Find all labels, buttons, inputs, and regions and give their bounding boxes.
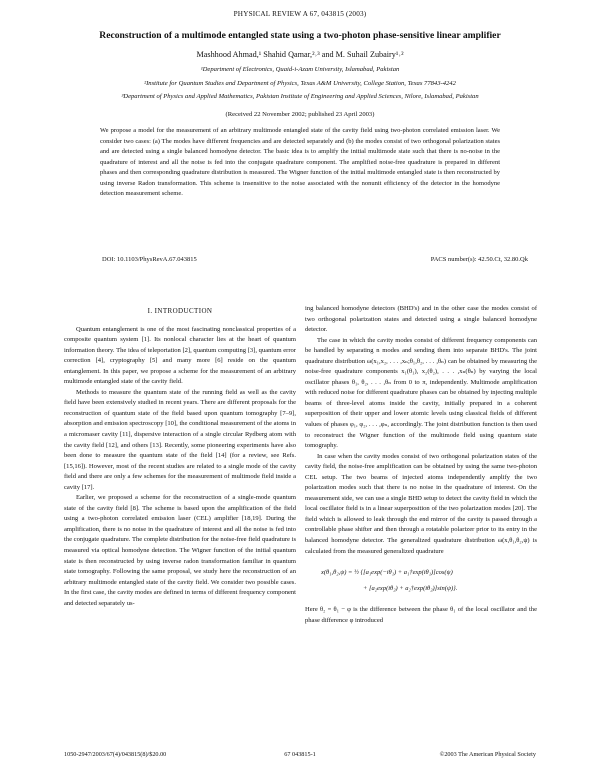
equation-line-1: x(θ₁,θ₂,ψ) = ½ {[a₁exp(−iθ₁) + a₁†exp(iθ₁)]cos(ψ) xyxy=(321,569,453,577)
paragraph: Methods to measure the quantum state of the running field as well as the cavity field have been extensively studied in recent years. There are different proposals for the reconstruction of quantum state of the field based upon quantum tomography [7–9], absorption and emission spectroscopy [10], the conditional measurement of the atoms in a micromaser cavity [11], dispersive interaction of a single circular Rydberg atom with the cavity field [12], and others [13]. Recently, some pioneering experiments have also been done to measure the quantum state of the field [14] (for a review, see Refs. [15,16]). However, most of the recent studies are related to a single mode of the cavity field and there are only a few schemes for the measurement of multimode field inside a cavity [17]. xyxy=(64,388,296,491)
affiliation-2: ²Institute for Quantum Studies and Department of Physics, Texas A&M University, College Station, Texas 77843-4242 xyxy=(144,80,456,87)
paragraph: Here θ₂ = θ₁ − φ is the difference between the phase θ₁ of the local oscillator and the phase difference φ introduced xyxy=(305,606,537,624)
paragraph: In case when the cavity modes consist of two orthogonal polarization states of the cavity field, the noise-free amplification can be obtained by using the same two-photon CEL setup. The two beams of injected atoms independently amplify the two polarization modes such that there is no noise in the quadrature of interest. On the measurement side, we can use a single BHD setup to detect the cavity field in which the local oscillator field is in a linear superposition of the two polarization modes [20]. The field which is allowed to leak through the end mirror of the cavity is passed through a controllable phase shifter and then through a rotatable polarizer prior to its entry in the balanced homodyne detector. The generalized quadrature distribution ω(x,θ₁,θ₂,ψ) is calculated from the measured generalized quadrature xyxy=(305,452,537,555)
affiliation-3: ³Department of Physics and Applied Mathematics, Pakistan Institute of Engineering and Applied Sciences, Nilore, Islamabad, Pakistan xyxy=(121,93,479,100)
paragraph: Earlier, we proposed a scheme for the reconstruction of a single-mode quantum state of the cavity field [8]. The scheme is based upon the amplification of the field using a two-photon correlated emission laser (CEL) amplifier [18,19]. During the amplification, there is no noise in the quadrature of interest and all the noise is fed into the conjugate quadrature. The complete distribution for the noise-free field quadrature is measured via optical homodyne detection. The Wigner function of the initial quantum state is then reconstructed by using inverse radon transformation familiar in quantum state tomography. Following the same proposal, we study here the reconstruction of an arbitrary multimode entangled state of the cavity field. We consider two possible cases. In the first case, the cavity modes are defined in terms of different frequency component and detected separately us- xyxy=(64,494,296,607)
author-list: Mashhood Ahmad,¹ Shahid Qamar,²˒³ and M. Suhail Zubairy¹˒² xyxy=(196,50,404,59)
affiliation-1: ¹Department of Electronics, Quaid-i-Azam University, Islamabad, Pakistan xyxy=(200,66,400,73)
footer-issn: 1050-2947/2003/67(4)/043815(8)/$20.00 xyxy=(64,751,167,758)
right-column xyxy=(305,304,537,626)
paper-title: Reconstruction of a multimode entangled state using a two-photon phase-sensitive linear amplifier xyxy=(99,30,501,41)
paragraph: Quantum entanglement is one of the most fascinating nonclassical properties of a composite quantum system [1]. Its nonlocal character lies at the heart of quantum information theory. The idea of teleportation [2], quantum computing [3], quantum error correction [4], cryptography [5] and many more [6] reside on the quantum entanglement. In this paper, we propose a scheme for the measurement of an arbitrary multimode entangled state of the cavity field. xyxy=(64,325,296,386)
equation xyxy=(305,565,537,597)
received-date: (Received 22 November 2002; published 23 April 2003) xyxy=(225,111,375,118)
doi: DOI: 10.1103/PhysRevA.67.043815 xyxy=(102,256,197,263)
paragraph: ing balanced homodyne detectors (BHD's) and in the other case the modes consist of two orthogonal polarization states and detected using a single balanced homodyne detector. xyxy=(305,305,537,334)
footer-copyright: ©2003 The American Physical Society xyxy=(439,751,536,758)
paragraph: The case in which the cavity modes consist of different frequency components can be handled by separating n modes and sending them into separate BHD's. The joint quadrature distribution ω(x₁,x₂, . . . ,xₙ;θ₁,θ₂, . . . ,θₙ) can be obtained by measuring the noise-free quadrature components x₁(θ₁), x₂(θ₂), . . . ,xₙ(θₙ) by varying the local oscillator phases θ₁, θ₂, . . . ,θₙ from 0 to π, independently. Multimode amplification with reduced noise for different quadrature phases can be obtained by injecting multiple beams of three-level atoms inside the cavity, initially prepared in a coherent superposition of their upper and lower atomic levels using classical fields of different values of phases φ₁, φ₂, . . . ,φₙ, accordingly. The joint distribution function is then used to reconstruct the Wigner function of the multimode field using quantum state tomography. xyxy=(305,336,537,450)
abstract: We propose a model for the measurement of an arbitrary multimode entangled state of the cavity field using two-photon correlated emission laser. We consider two cases: (a) The modes have different frequencies and are detected separately and (b) the modes consist of two orthogonal polarization states and are detected using a single balanced homodyne detector. The basic idea is to amplify the initial multimode state such that there is no-noise in the quadrature of interest and all the noise is fed into the conjugate quadrature component. The amplified noise-free quadrature is prepared in different phases and then corresponding quadrature distribution is measured. The Wigner function of the initial multimode entangled state is then reconstructed by using inverse Radon transformation. This scheme is insensitive to the noise associated with the nonunit efficiency of the detector in the homodyne detection measurement scheme. xyxy=(100,127,500,197)
journal-header: PHYSICAL REVIEW A 67, 043815 (2003) xyxy=(233,10,367,18)
footer-page-number: 67 043815-1 xyxy=(284,751,316,758)
pacs-numbers: PACS number(s): 42.50.Ct, 32.80.Qk xyxy=(430,256,528,263)
left-column xyxy=(64,287,296,609)
equation-line-2: + [a₂exp(iθ₂) + a₂†exp(iθ₂)]sin(ψ)}. xyxy=(363,585,458,593)
section-heading: I. INTRODUCTION xyxy=(147,307,213,315)
